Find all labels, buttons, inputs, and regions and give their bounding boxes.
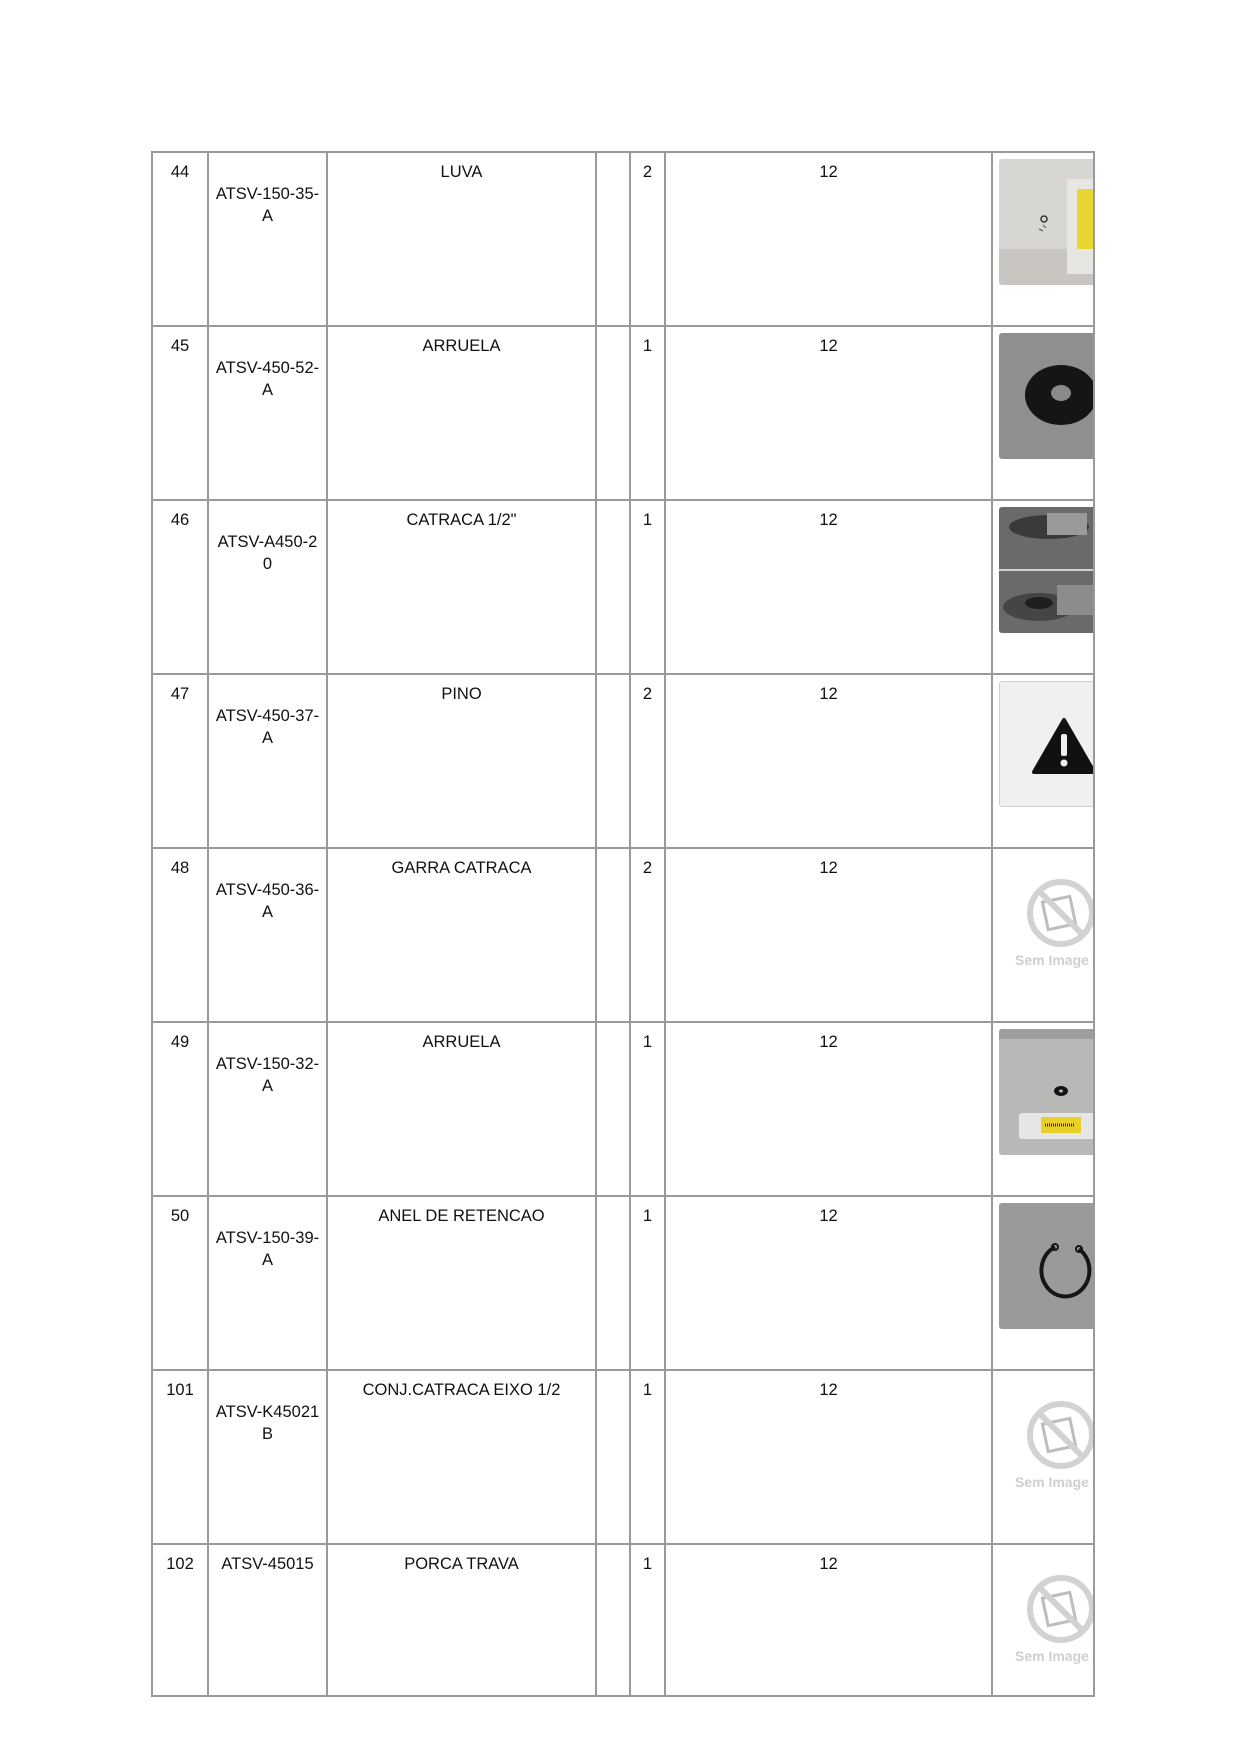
- part-description: LUVA: [327, 152, 596, 326]
- group-number: 12: [665, 848, 992, 1022]
- part-code: ATSV-150-35-A: [208, 152, 327, 326]
- table-row: [152, 674, 1094, 848]
- part-code: ATSV-K45021B: [208, 1370, 327, 1544]
- quantity: 2: [630, 152, 665, 326]
- parts-table: [151, 151, 1095, 1697]
- item-number: 101: [152, 1370, 208, 1544]
- no-image-label: Sem Image: [1015, 1474, 1089, 1490]
- part-description: GARRA CATRACA: [327, 848, 596, 1022]
- part-description: CONJ.CATRACA EIXO 1/2: [327, 1370, 596, 1544]
- item-number: 47: [152, 674, 208, 848]
- retaining-ring-photo: [999, 1203, 1094, 1329]
- quantity: 1: [630, 1196, 665, 1370]
- quantity: 1: [630, 1022, 665, 1196]
- table-row: [152, 152, 1094, 326]
- part-image-cell: [992, 1022, 1094, 1196]
- group-number: 12: [665, 326, 992, 500]
- no-image-label: Sem Image: [1015, 952, 1089, 968]
- blank-cell: [596, 848, 630, 1022]
- no-image-placeholder: [999, 1377, 1094, 1503]
- blank-cell: [596, 1544, 630, 1696]
- item-number: 49: [152, 1022, 208, 1196]
- part-code: ATSV-150-32-A: [208, 1022, 327, 1196]
- table-row: [152, 1370, 1094, 1544]
- washer-photo: [999, 333, 1094, 459]
- quantity: 2: [630, 848, 665, 1022]
- part-image-cell: [992, 1544, 1094, 1696]
- table-row: [152, 1196, 1094, 1370]
- item-number: 44: [152, 152, 208, 326]
- group-number: 12: [665, 1196, 992, 1370]
- item-number: 102: [152, 1544, 208, 1696]
- quantity: 1: [630, 1370, 665, 1544]
- group-number: 12: [665, 1370, 992, 1544]
- part-code: ATSV-450-37-A: [208, 674, 327, 848]
- item-number: 48: [152, 848, 208, 1022]
- part-image-cell: [992, 500, 1094, 674]
- part-image-cell: [992, 1370, 1094, 1544]
- warning-icon: [999, 681, 1094, 807]
- washer-bag-photo: [999, 1029, 1094, 1155]
- table-row: [152, 500, 1094, 674]
- part-code: ATSV-150-39-A: [208, 1196, 327, 1370]
- blank-cell: [596, 1022, 630, 1196]
- part-description: CATRACA 1/2": [327, 500, 596, 674]
- part-image-cell: [992, 674, 1094, 848]
- blank-cell: [596, 500, 630, 674]
- group-number: 12: [665, 152, 992, 326]
- part-code: ATSV-A450-20: [208, 500, 327, 674]
- part-description: ANEL DE RETENCAO: [327, 1196, 596, 1370]
- item-number: 46: [152, 500, 208, 674]
- part-code: ATSV-450-36-A: [208, 848, 327, 1022]
- part-image-cell: [992, 326, 1094, 500]
- item-number: 45: [152, 326, 208, 500]
- quantity: 1: [630, 500, 665, 674]
- blank-cell: [596, 152, 630, 326]
- no-image-placeholder: [999, 1551, 1094, 1677]
- group-number: 12: [665, 500, 992, 674]
- group-number: 12: [665, 1022, 992, 1196]
- part-description: PORCA TRAVA: [327, 1544, 596, 1696]
- ratchet-photo: [999, 507, 1094, 633]
- no-image-label: Sem Image: [1015, 1648, 1089, 1664]
- part-description: ARRUELA: [327, 1022, 596, 1196]
- table-row: [152, 1022, 1094, 1196]
- part-description: ARRUELA: [327, 326, 596, 500]
- group-number: 12: [665, 674, 992, 848]
- part-code: ATSV-450-52-A: [208, 326, 327, 500]
- table-row: [152, 848, 1094, 1022]
- table-row: [152, 1544, 1094, 1696]
- blank-cell: [596, 1370, 630, 1544]
- no-image-placeholder: [999, 855, 1094, 981]
- quantity: 1: [630, 1544, 665, 1696]
- blank-cell: [596, 326, 630, 500]
- quantity: 1: [630, 326, 665, 500]
- group-number: 12: [665, 1544, 992, 1696]
- sleeve-photo: [999, 159, 1094, 285]
- quantity: 2: [630, 674, 665, 848]
- part-image-cell: [992, 1196, 1094, 1370]
- table-row: [152, 326, 1094, 500]
- part-image-cell: [992, 152, 1094, 326]
- item-number: 50: [152, 1196, 208, 1370]
- part-image-cell: [992, 848, 1094, 1022]
- blank-cell: [596, 1196, 630, 1370]
- part-description: PINO: [327, 674, 596, 848]
- blank-cell: [596, 674, 630, 848]
- part-code: ATSV-45015: [208, 1544, 327, 1696]
